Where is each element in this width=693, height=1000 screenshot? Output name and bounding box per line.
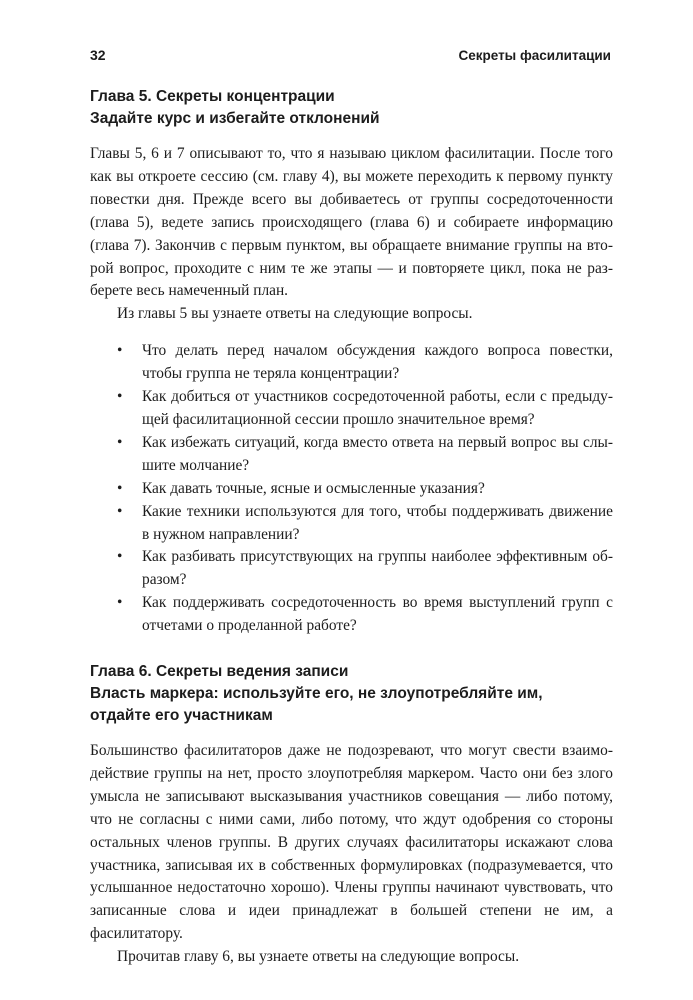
bullet-icon: •	[117, 502, 123, 520]
list-item: • Как добиться от участников сосредоточенной работы, если с предыдущей фасилитационной сессии прошло значительное время?	[117, 388, 613, 428]
page-header	[90, 47, 611, 63]
chapter-5-paragraph-1: Главы 5, 6 и 7 описывают то, что я называю циклом фасилитации. После того как вы откроете сессию (см. главу 4), вы можете переходить к первому пункту повестки дня. Прежде всего вы добиваетесь от группы сосредоточенности (глава 5), ведете запись происходящего (глава 6) и собираете информацию (глава 7). Закончив с первым пунктом, вы обращаете внимание группы на второй вопрос, проходите с ним те же этапы — и повторяете цикл, пока не разберете весь намеченный план.	[90, 145, 613, 300]
chapter-5-section	[90, 86, 613, 638]
list-item: • Как избежать ситуаций, когда вместо ответа на первый вопрос вы слышите молчание?	[117, 433, 613, 474]
chapter-6-heading: Глава 6. Секреты ведения записи	[90, 663, 349, 681]
bullet-icon: •	[117, 342, 123, 360]
bullet-icon: •	[117, 479, 123, 497]
list-item: • Как разбивать присутствующих на группы наиболее эффективным образом?	[117, 548, 613, 589]
chapter-6-paragraph-1: Большинство фасилитаторов даже не подозревают, что могут свести взаимодействие группы на нет, просто злоупотребляя маркером. Часто они без злого умысла не записывают высказывания участников совещания — либо потому, что не согласны с ними сами, либо потому, что ждут одобрения со стороны остальных членов группы. В других случаях фасилитаторы искажают слова участника, записывая их в собственных формулировках (подразумевается, что услышанное недостаточно хорошо). Члены группы начинают чувствовать, что записанные слова и идеи принадлежат в большей степени не им, а фасилитатору.	[90, 742, 613, 943]
chapter-6-subtitle-line-2: отдайте его участникам	[90, 707, 273, 725]
chapter-6-subtitle	[90, 683, 613, 727]
chapter-5-question-list	[90, 340, 613, 638]
list-item: • Как поддерживать сосредоточенность во время выступлений групп с отчетами о проделанной работе?	[117, 594, 613, 635]
chapter-5-heading: Глава 5. Секреты концентрации	[90, 88, 335, 105]
page-content	[90, 86, 613, 969]
list-item: • Как давать точные, ясные и осмысленные указания?	[90, 478, 613, 501]
bullet-icon: •	[117, 594, 123, 612]
bullet-icon: •	[117, 433, 123, 451]
chapter-6-section	[90, 661, 613, 969]
list-item: • Что делать перед началом обсуждения каждого вопроса повестки, чтобы группа не теряла концентрации?	[117, 342, 613, 383]
chapter-6-subtitle-line-1: Власть маркера: используйте его, не злоупотребляйте им,	[90, 685, 543, 703]
page-number: 32	[90, 47, 106, 63]
list-item: • Какие техники используются для того, чтобы поддерживать движение в нужном направлении?	[117, 502, 613, 543]
chapter-6-paragraph-2: Прочитав главу 6, вы узнаете ответы на следующие вопросы.	[117, 948, 520, 966]
chapter-5-subtitle: Задайте курс и избегайте отклонений	[90, 110, 380, 127]
bullet-icon: •	[117, 388, 123, 406]
bullet-icon: •	[117, 548, 123, 566]
running-title: Секреты фасилитации	[458, 48, 611, 63]
chapter-5-paragraph-2: Из главы 5 вы узнаете ответы на следующие вопросы.	[117, 305, 473, 323]
